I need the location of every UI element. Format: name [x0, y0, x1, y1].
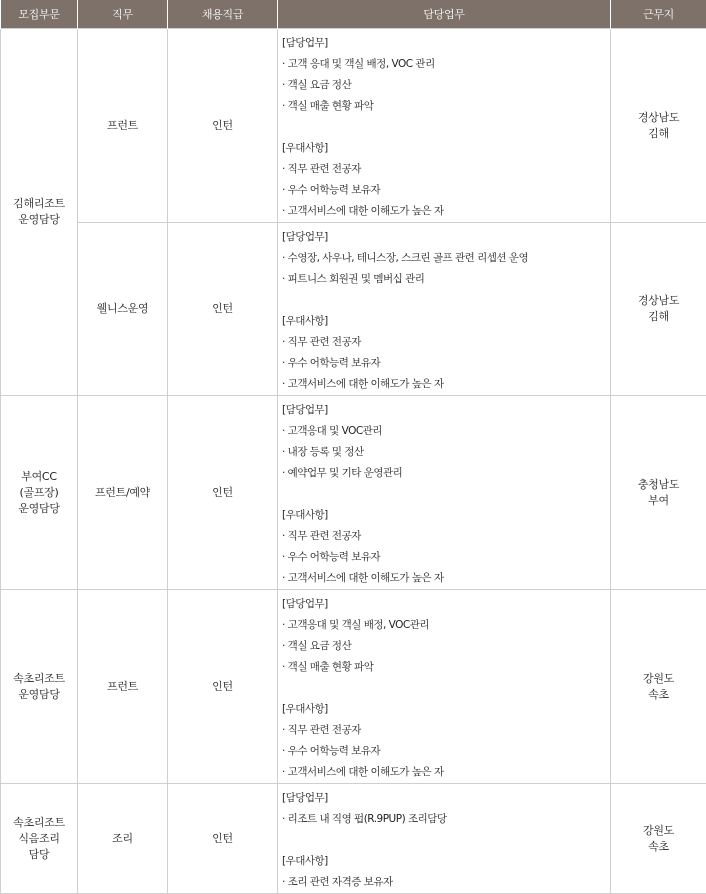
division-line: (골프장)	[1, 485, 77, 501]
location-line: 부여	[611, 493, 706, 509]
duty-line	[282, 484, 610, 505]
division-cell	[1, 396, 78, 590]
location-line: 충청남도	[611, 477, 706, 493]
division-line: 운영담당	[1, 212, 77, 228]
header-division: 모집부문	[1, 0, 78, 29]
division-cell	[1, 590, 78, 784]
duties-cell	[278, 29, 611, 223]
location-line: 경상남도	[611, 293, 706, 309]
level-cell: 인턴	[168, 784, 278, 894]
duty-line: [우대사항]	[282, 851, 610, 872]
duty-line: [담당업무]	[282, 594, 610, 615]
location-line: 경상남도	[611, 110, 706, 126]
location-cell	[611, 396, 706, 590]
division-cell	[1, 29, 78, 396]
table-row	[1, 29, 706, 223]
table-header-row	[1, 0, 706, 29]
location-line: 속초	[611, 839, 706, 855]
header-location: 근무지	[611, 0, 706, 29]
duty-line: · 고객서비스에 대한 이해도가 높은 자	[282, 201, 610, 222]
duty-line: [우대사항]	[282, 138, 610, 159]
location-line: 강원도	[611, 671, 706, 687]
location-line: 강원도	[611, 823, 706, 839]
duty-line: · 피트니스 회원권 및 멤버십 관리	[282, 269, 610, 290]
duty-line: · 객실 매출 현황 파악	[282, 657, 610, 678]
division-cell	[1, 784, 78, 894]
division-line: 담당	[1, 847, 77, 863]
location-line: 속초	[611, 687, 706, 703]
duty-line	[282, 290, 610, 311]
duty-line: · 객실 요금 정산	[282, 75, 610, 96]
duties-cell	[278, 223, 611, 396]
table-row	[1, 396, 706, 590]
job-cell: 프런트/예약	[78, 396, 168, 590]
duty-line: · 객실 요금 정산	[282, 636, 610, 657]
duty-line: · 예약업무 및 기타 운영관리	[282, 463, 610, 484]
job-cell: 조리	[78, 784, 168, 894]
job-cell: 프런트	[78, 590, 168, 784]
duty-line: [우대사항]	[282, 505, 610, 526]
duty-line: · 고객서비스에 대한 이해도가 높은 자	[282, 374, 610, 395]
duty-line: [우대사항]	[282, 699, 610, 720]
division-line: 속초리조트	[1, 815, 77, 831]
table-row	[1, 223, 706, 396]
location-cell	[611, 784, 706, 894]
division-line: 부여CC	[1, 469, 77, 485]
duty-line: · 우수 어학능력 보유자	[282, 353, 610, 374]
duty-line: · 고객응대 및 VOC관리	[282, 421, 610, 442]
duty-line: · 직무 관련 전공자	[282, 159, 610, 180]
duty-line: · 내장 등록 및 정산	[282, 442, 610, 463]
duty-line: · 객실 매출 현황 파악	[282, 96, 610, 117]
location-cell	[611, 29, 706, 223]
duty-line	[282, 678, 610, 699]
table-body	[1, 29, 706, 894]
duty-line: · 조리 관련 자격증 보유자	[282, 872, 610, 893]
division-line: 속초리조트	[1, 671, 77, 687]
job-cell: 프런트	[78, 29, 168, 223]
duties-cell	[278, 396, 611, 590]
duties-cell	[278, 784, 611, 894]
duty-line: [담당업무]	[282, 400, 610, 421]
duty-line: · 직무 관련 전공자	[282, 526, 610, 547]
division-line: 운영담당	[1, 501, 77, 517]
header-level: 채용직급	[168, 0, 278, 29]
duty-line: [담당업무]	[282, 227, 610, 248]
division-line: 김해리조트	[1, 196, 77, 212]
level-cell: 인턴	[168, 29, 278, 223]
duty-line: · 고객 응대 및 객실 배정, VOC 관리	[282, 54, 610, 75]
location-cell	[611, 590, 706, 784]
level-cell: 인턴	[168, 396, 278, 590]
table-row	[1, 784, 706, 894]
duty-line: [담당업무]	[282, 788, 610, 809]
duty-line: · 직무 관련 전공자	[282, 720, 610, 741]
duty-line: [담당업무]	[282, 33, 610, 54]
duty-line: [우대사항]	[282, 311, 610, 332]
division-line: 운영담당	[1, 687, 77, 703]
duty-line: · 고객서비스에 대한 이해도가 높은 자	[282, 568, 610, 589]
duty-line: · 고객응대 및 객실 배정, VOC관리	[282, 615, 610, 636]
duty-line	[282, 830, 610, 851]
level-cell: 인턴	[168, 223, 278, 396]
level-cell: 인턴	[168, 590, 278, 784]
duty-line: · 리조트 내 직영 펍(R.9PUP) 조리담당	[282, 809, 610, 830]
location-line: 김해	[611, 309, 706, 325]
header-duties: 담당업무	[278, 0, 611, 29]
location-cell	[611, 223, 706, 396]
duty-line: · 우수 어학능력 보유자	[282, 180, 610, 201]
table-row	[1, 590, 706, 784]
job-cell: 웰니스운영	[78, 223, 168, 396]
duties-cell	[278, 590, 611, 784]
duty-line: · 직무 관련 전공자	[282, 332, 610, 353]
location-line: 김해	[611, 126, 706, 142]
duty-line: · 우수 어학능력 보유자	[282, 547, 610, 568]
division-line: 식음조리	[1, 831, 77, 847]
duty-line: · 우수 어학능력 보유자	[282, 741, 610, 762]
duty-line	[282, 117, 610, 138]
header-job: 직무	[78, 0, 168, 29]
duty-line: · 수영장, 사우나, 테니스장, 스크린 골프 관련 리셉션 운영	[282, 248, 610, 269]
duty-line: · 고객서비스에 대한 이해도가 높은 자	[282, 762, 610, 783]
